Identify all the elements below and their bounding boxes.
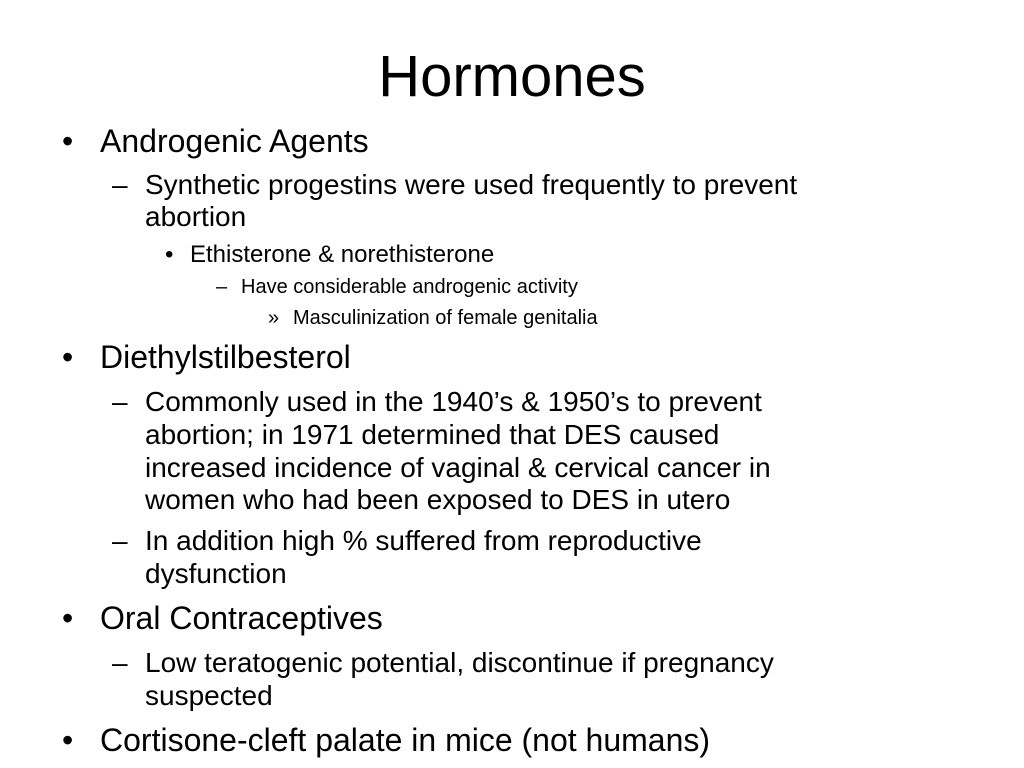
subbullet-commonly-used-line4: women who had been exposed to DES in utero (145, 484, 731, 515)
slide-title: Hormones (378, 44, 646, 109)
subbullet-reproductive-line1: In addition high % suffered from reproductive (145, 525, 702, 556)
bullet-marker: • (62, 123, 74, 159)
subbullet-commonly-used-line1: Commonly used in the 1940’s & 1950’s to prevent (145, 386, 762, 417)
bullet-marker: • (62, 600, 74, 636)
guillemet-marker: » (268, 307, 280, 329)
bullet-diethylstilbesterol: Diethylstilbesterol (100, 339, 351, 375)
subbullet-commonly-used-line3: increased incidence of vaginal & cervical cancer in (145, 452, 771, 483)
subbullet-synthetic-progestins-line2: abortion (145, 201, 247, 232)
bullet-marker: • (62, 339, 74, 375)
dash-marker: – (112, 169, 128, 200)
bullet-oral-contraceptives: Oral Contraceptives (100, 600, 383, 636)
subbullet-androgenic-activity: Have considerable androgenic activity (241, 276, 578, 298)
bullet-marker: • (165, 241, 174, 268)
dash-marker: – (112, 647, 128, 678)
subbullet-low-teratogenic-line2: suspected (145, 680, 273, 711)
bullet-cortisone-cleft-palate: Cortisone-cleft palate in mice (not humans) (100, 722, 711, 758)
dash-marker: – (216, 276, 228, 298)
dash-marker: – (112, 525, 128, 556)
subbullet-reproductive-line2: dysfunction (145, 558, 287, 589)
subbullet-masculinization: Masculinization of female genitalia (293, 307, 598, 329)
subbullet-low-teratogenic-line1: Low teratogenic potential, discontinue if pregnancy (145, 647, 774, 678)
bullet-androgenic-agents: Androgenic Agents (100, 123, 369, 159)
dash-marker: – (112, 386, 128, 417)
subbullet-ethisterone: Ethisterone & norethisterone (190, 241, 495, 268)
subbullet-commonly-used-line2: abortion; in 1971 determined that DES caused (145, 419, 720, 450)
bullet-marker: • (62, 722, 74, 758)
subbullet-synthetic-progestins-line1: Synthetic progestins were used frequently to prevent (145, 169, 798, 200)
